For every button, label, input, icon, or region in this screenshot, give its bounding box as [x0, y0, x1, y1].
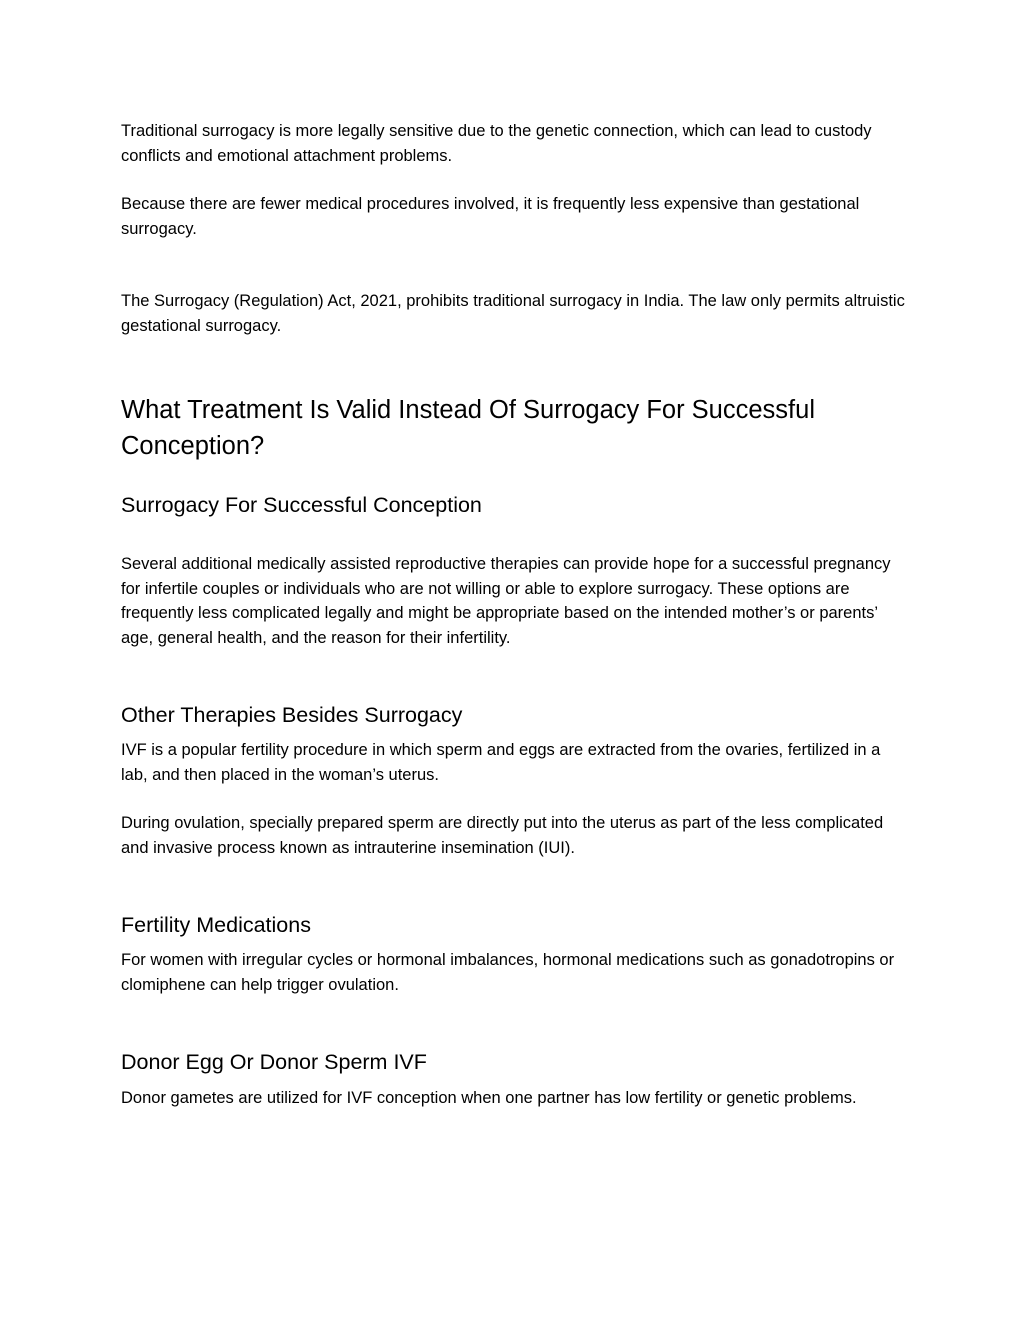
paragraph-donor-gametes: Donor gametes are utilized for IVF conception when one partner has low fertility or genetic problems. — [121, 1089, 857, 1107]
paragraph-reproductive-therapies: Several additional medically assisted reproductive therapies can provide hope for a successful pregnancy for infertile couples or individuals who are not willing or able to explore surrogacy. These options are frequently less complicated legally and might be appropriate based on the intended mother’s or parents’ age, general health, and the reason for their infertility. — [121, 555, 891, 647]
paragraph-iui: During ovulation, specially prepared sperm are directly put into the uterus as part of the less complicated and invasive process known as intrauterine insemination (IUI). — [121, 814, 884, 857]
subheading-successful-conception: Surrogacy For Successful Conception — [121, 493, 482, 517]
paragraph-medications: For women with irregular cycles or hormonal imbalances, hormonal medications such as gonadotropins or clomiphene can help trigger ovulation. — [121, 951, 895, 994]
paragraph-cost: Because there are fewer medical procedures involved, it is frequently less expensive than gestational surrogacy. — [121, 195, 860, 238]
heading-other-therapies: Other Therapies Besides Surrogacy — [121, 703, 463, 727]
heading-valid-treatment: What Treatment Is Valid Instead Of Surrogacy For Successful Conception? — [121, 396, 815, 460]
heading-fertility-medications: Fertility Medications — [121, 913, 311, 937]
paragraph-surrogacy-act: The Surrogacy (Regulation) Act, 2021, prohibits traditional surrogacy in India. The law only permits altruistic gestational surrogacy. — [121, 292, 905, 335]
paragraph-traditional-surrogacy: Traditional surrogacy is more legally sensitive due to the genetic connection, which can lead to custody conflicts and emotional attachment problems. — [121, 122, 872, 165]
heading-donor-ivf: Donor Egg Or Donor Sperm IVF — [121, 1050, 427, 1074]
paragraph-ivf: IVF is a popular fertility procedure in which sperm and eggs are extracted from the ovaries, fertilized in a lab, and then placed in the woman’s uterus. — [121, 741, 881, 784]
